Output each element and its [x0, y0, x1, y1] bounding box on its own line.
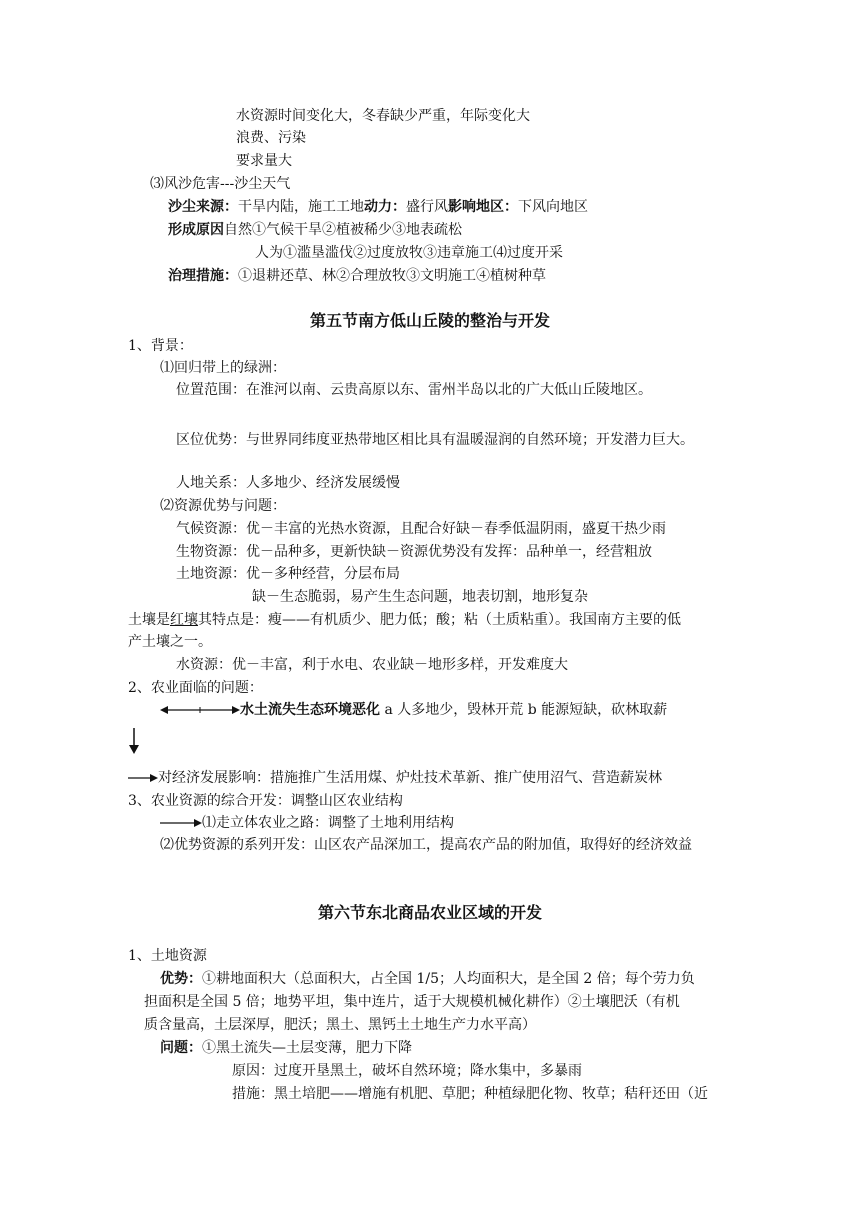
text-line: 生物资源：优－品种多，更新快缺－资源优势没有发挥：品种单一，经营粗放 — [176, 544, 652, 560]
text-line: 浪费、污染 — [236, 130, 306, 146]
text-line — [160, 969, 695, 989]
label: 动力： — [364, 199, 406, 215]
text-line: 土地资源：优－多种经营，分层布局 — [176, 566, 400, 582]
text: 盛行风 — [406, 199, 448, 215]
label: 治理措施： — [168, 268, 238, 284]
text-line: 担面积是全国 5 倍；地势平坦，集中连片，适于大规模机械化耕作）②土壤肥沃（有机 — [144, 994, 680, 1010]
text-line — [160, 700, 667, 720]
right-arrow-icon — [128, 772, 158, 784]
down-arrow-icon — [128, 728, 140, 754]
text: ⑴走立体农业之路：调整了土地利用结构 — [202, 815, 454, 831]
text: ①退耕还草、林②合理放牧③文明施工④植树种草 — [238, 268, 546, 284]
text-line: 水资源时间变化大，冬春缺少严重，年际变化大 — [236, 108, 530, 124]
label: 形成原因 — [168, 222, 224, 238]
text-line: 1、土地资源 — [128, 948, 207, 964]
text: 土壤是 — [128, 612, 170, 628]
right-arrow-icon — [160, 817, 202, 829]
text-line: 原因：过度开垦黑土，破坏自然环境；降水集中，多暴雨 — [232, 1063, 582, 1079]
label: 沙尘来源： — [168, 199, 238, 215]
text-line: 位置范围：在淮河以南、云贵高原以东、雷州半岛以北的广大低山丘陵地区。 — [176, 382, 652, 398]
label: 问题： — [160, 1040, 202, 1056]
text-line: 1、背景： — [128, 338, 193, 354]
text: ①耕地面积大（总面积大，占全国 1/5；人均面积大，是全国 2 倍；每个劳力负 — [202, 971, 695, 987]
label: 优势： — [160, 971, 202, 987]
text-line — [168, 266, 546, 286]
text-line — [160, 813, 454, 833]
text-line: 产土壤之一。 — [128, 634, 212, 650]
text-line: 缺－生态脆弱，易产生生态问题，地表切割，地形复杂 — [252, 589, 588, 605]
double-arrow-icon — [160, 704, 240, 716]
text-line: 质含量高，土层深厚，肥沃；黑土、黑钙土土地生产力水平高） — [144, 1017, 536, 1033]
section-title: 第五节南方低山丘陵的整治与开发 — [309, 311, 550, 330]
label: 影响地区： — [448, 199, 518, 215]
text-line: ⑶风沙危害---沙尘天气 — [150, 176, 291, 192]
text-line: ⑵优势资源的系列开发：山区农产品深加工，提高农产品的附加值，取得好的经济效益 — [160, 837, 692, 853]
text-line: 3、农业资源的综合开发：调整山区农业结构 — [128, 793, 403, 809]
text: 对经济发展影响：措施推广生活用煤、炉灶技术革新、推广使用沼气、营造薪炭林 — [158, 770, 662, 786]
text-line: ⑵资源优势与问题： — [160, 498, 286, 514]
text-line: 人地关系：人多地少、经济发展缓慢 — [176, 475, 400, 491]
text: 干旱内陆，施工工地 — [238, 199, 364, 215]
underlined-term: 红壤 — [170, 612, 198, 628]
text-line — [128, 768, 662, 788]
text: 自然①气候干旱②植被稀少③地表疏松 — [224, 222, 462, 238]
text-line — [160, 1038, 412, 1058]
text-line: 气候资源：优－丰富的光热水资源，且配合好缺－春季低温阴雨，盛夏干热少雨 — [176, 521, 666, 537]
text-line: 水资源：优－丰富，利于水电、农业缺－地形多样，开发难度大 — [176, 657, 568, 673]
text-line: 措施：黑土培肥——增施有机肥、草肥；种植绿肥化物、牧草；秸秆还田（近 — [232, 1086, 708, 1102]
section-title: 第六节东北商品农业区域的开发 — [317, 903, 542, 922]
text-line — [128, 610, 681, 630]
text: ①黑土流失—土层变薄，肥力下降 — [202, 1040, 412, 1056]
text: a 人多地少，毁林开荒 b 能源短缺，砍林取薪 — [380, 702, 668, 718]
text-line: ⑴回归带上的绿洲： — [160, 360, 286, 376]
text-line: 区位优势：与世界同纬度亚热带地区相比具有温暖湿润的自然环境；开发潜力巨大。 — [176, 432, 694, 448]
text-line — [168, 197, 588, 217]
text-line: 2、农业面临的问题： — [128, 680, 263, 696]
text-line: 要求量大 — [236, 153, 292, 169]
text: 下风向地区 — [518, 199, 588, 215]
text: 其特点是：瘦——有机质少、肥力低；酸；粘（土质粘重）。我国南方主要的低 — [198, 612, 681, 628]
text-line: 人为①滥垦滥伐②过度放牧③违章施工⑷过度开采 — [255, 245, 563, 261]
highlight-text: 水土流失生态环境恶化 — [240, 702, 380, 718]
text-line — [168, 220, 462, 240]
